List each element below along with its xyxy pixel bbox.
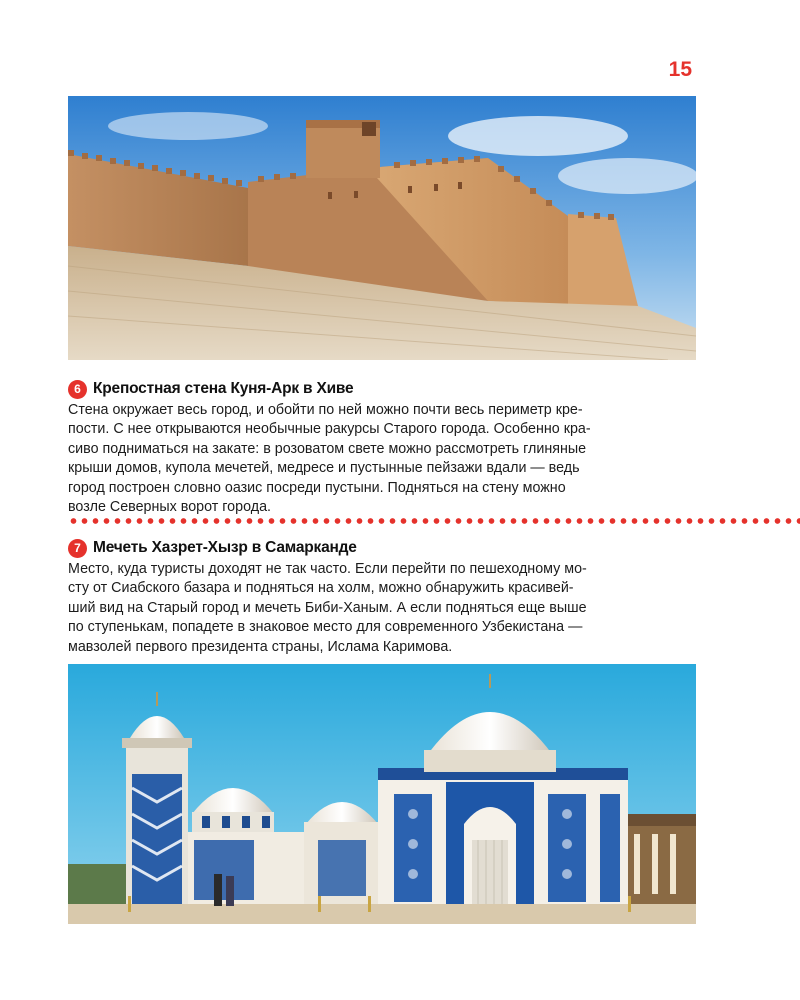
section-kunya-ark (68, 377, 696, 517)
section-body (68, 401, 696, 517)
body-line: сту от Сиабского базара и подняться на холм, можно обнаружить красивей- (68, 580, 574, 597)
body-line: ший вид на Старый город и мечеть Биби-Ханым. А если подняться еще выше (68, 599, 587, 616)
body-line: пости. С нее открываются необычные ракурсы Старого города. Особенно кра- (68, 421, 591, 438)
section-number-badge: 7 (68, 539, 87, 558)
section-number-badge: 6 (68, 380, 87, 399)
dotted-divider (68, 518, 800, 524)
body-line: Стена окружает весь город, и обойти по ней можно почти весь периметр кре- (68, 402, 583, 418)
page-number: 15 (668, 58, 692, 81)
section-title: Мечеть Хазрет-Хызр в Самарканде (93, 539, 357, 556)
hazret-khizr-mosque-photo (68, 664, 696, 924)
body-line: крыши домов, купола мечетей, медресе и пустынные пейзажи вдали — ведь (68, 460, 580, 477)
body-line: город построен словно оазис посреди пустыни. Подняться на стену можно (68, 479, 566, 496)
body-line: возле Северных ворот города. (68, 499, 271, 516)
section-heading (68, 536, 696, 560)
body-line: Место, куда туристы доходят не так часто. Если перейти по пешеходному мо- (68, 561, 587, 577)
body-line: сиво подниматься на закате: в розоватом свете можно рассмотреть глиняные (68, 440, 587, 457)
kunya-ark-wall-photo (68, 96, 696, 360)
section-title: Крепостная стена Куня-Арк в Хиве (93, 380, 354, 397)
section-body (68, 560, 696, 657)
section-heading (68, 377, 696, 401)
body-line: мавзолей первого президента страны, Ислама Каримова. (68, 638, 453, 655)
section-hazret-khizr (68, 536, 696, 657)
body-line: по ступенькам, попадете в знаковое место для современного Узбекистана — (68, 619, 583, 636)
